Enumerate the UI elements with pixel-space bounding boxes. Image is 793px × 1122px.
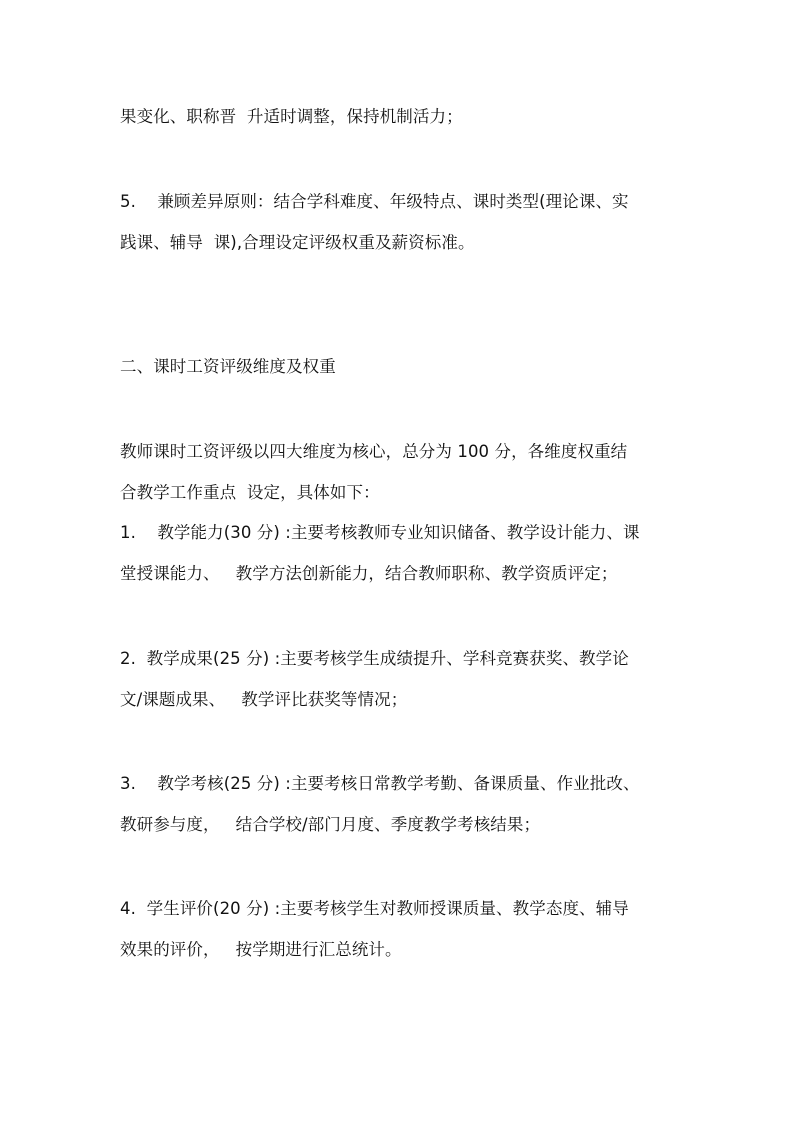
paragraph-line: 合教学工作重点 设定，具体如下： [120,483,380,502]
list-item-line: 4. 学生评价(20 分) :主要考核学生对教师授课质量、教学态度、辅导 [120,899,629,918]
list-item-line: 教研参与度， 结合学校/部门月度、季度教学考核结果； [120,815,541,834]
list-item-line: 1. 教学能力(30 分) :主要考核教师专业知识储备、教学设计能力、课 [120,523,640,542]
paragraph-line: 果变化、职称晋 升适时调整，保持机制活力； [120,107,463,126]
list-item-line: 2. 教学成果(25 分) :主要考核学生成绩提升、学科竞赛获奖、教学论 [120,649,629,668]
paragraph-line: 教师课时工资评级以四大维度为核心，总分为 100 分，各维度权重结 [120,442,628,461]
list-item-line: 文/课题成果、 教学评比获奖等情况； [120,690,408,709]
list-item-line: 堂授课能力、 教学方法创新能力，结合教师职称、教学资质评定； [120,564,618,583]
list-item-line: 效果的评价， 按学期进行汇总统计。 [120,940,402,959]
section-heading: 二、课时工资评级维度及权重 [120,357,336,376]
paragraph-line: 5. 兼顾差异原则：结合学科难度、年级特点、课时类型(理论课、实 [120,192,629,211]
list-item-line: 3. 教学考核(25 分) :主要考核日常教学考勤、备课质量、作业批改、 [120,774,640,793]
paragraph-line: 践课、辅导 课),合理设定评级权重及薪资标准。 [120,233,475,252]
